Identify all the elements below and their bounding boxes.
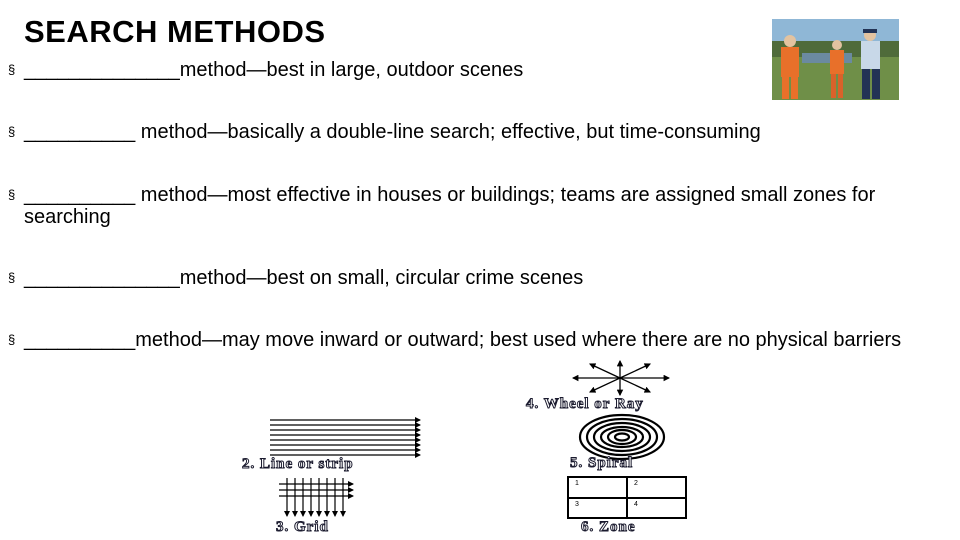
bullet-marker: § xyxy=(8,62,16,77)
grid-caption: 3. Grid xyxy=(276,519,329,535)
bullet-text: method—basically a double-line search; effective, but time-consuming xyxy=(135,121,761,143)
zone-cell: 3 xyxy=(568,498,627,519)
slide-title: SEARCH METHODS xyxy=(24,14,326,49)
zone-cell: 4 xyxy=(627,498,686,519)
bullet-text: method—best in large, outdoor scenes xyxy=(179,59,524,81)
zone-cell: 2 xyxy=(627,477,686,498)
bullet-item xyxy=(8,121,948,143)
zone-caption: 6. Zone xyxy=(581,519,636,535)
answer-blank: __________ xyxy=(24,329,136,351)
bullet-marker: § xyxy=(8,124,16,139)
bullet-marker: § xyxy=(8,270,16,285)
bullet-item xyxy=(8,267,948,289)
answer-blank: __________ xyxy=(24,184,136,206)
grid-diagram xyxy=(277,476,357,518)
wheel-diagram xyxy=(565,358,675,398)
bullet-marker: § xyxy=(8,187,16,202)
bullet-text: method—most effective in houses or buildings; teams are assigned small zones for searching xyxy=(24,184,876,228)
wheel-caption: 4. Wheel or Ray xyxy=(526,396,644,412)
zone-diagram xyxy=(567,476,687,519)
bullet-text: method—best on small, circular crime scenes xyxy=(179,267,584,289)
bullet-item xyxy=(8,184,948,228)
answer-blank: __________ xyxy=(24,121,136,143)
line-strip-diagram xyxy=(268,416,424,458)
zone-cell: 1 xyxy=(568,477,627,498)
answer-blank: ______________ xyxy=(24,59,180,81)
spiral-caption: 5. Spiral xyxy=(570,455,634,471)
bullet-item xyxy=(8,329,948,351)
answer-blank: ______________ xyxy=(24,267,180,289)
line-caption: 2. Line or strip xyxy=(242,456,354,472)
bullet-marker: § xyxy=(8,332,16,347)
spiral-diagram xyxy=(577,413,667,461)
bullet-text: method—may move inward or outward; best used where there are no physical barriers xyxy=(135,329,902,351)
search-team-photo xyxy=(772,19,899,100)
